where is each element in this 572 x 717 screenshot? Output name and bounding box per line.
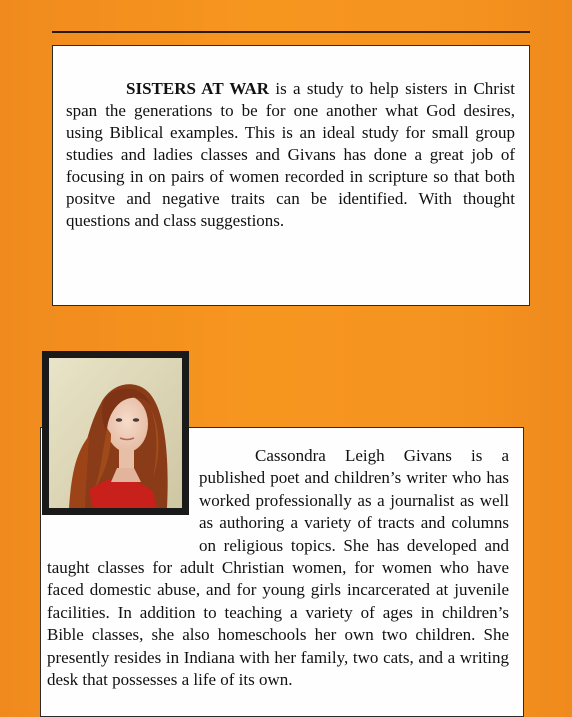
book-title: SISTERS AT WAR xyxy=(126,79,270,98)
description-paragraph xyxy=(66,78,515,232)
author-portrait-image xyxy=(49,358,182,508)
top-divider-line xyxy=(52,31,530,33)
author-photo xyxy=(42,351,189,515)
description-text: is a study to help sisters in Christ span the generations to be for one another what God desires, using Biblical examples. This is an ideal study for small group studies and ladies classes and Givans has done a great job of focusing in on pairs of women recorded in scripture so that both positve and negative traits can be identified. With thought questions and class suggestions. xyxy=(66,79,516,230)
author-bio-text: Cassondra Leigh Givans is a published poet and children’s writer who has worked professionally as a journalist as well as authoring a variety of tracts and columns on religious topics. She has developed and taught classes for adult Christian women, for women who have faced domestic abuse, and for young girls incarcerated at juvenile facilities. In addition to teaching a variety of ages in children’s Bible classes, she also homeschools her own two children. She presently resides in Indiana with her family, two cats, and a writing desk that possesses a life of its own. xyxy=(47,446,509,690)
description-box xyxy=(52,45,530,306)
